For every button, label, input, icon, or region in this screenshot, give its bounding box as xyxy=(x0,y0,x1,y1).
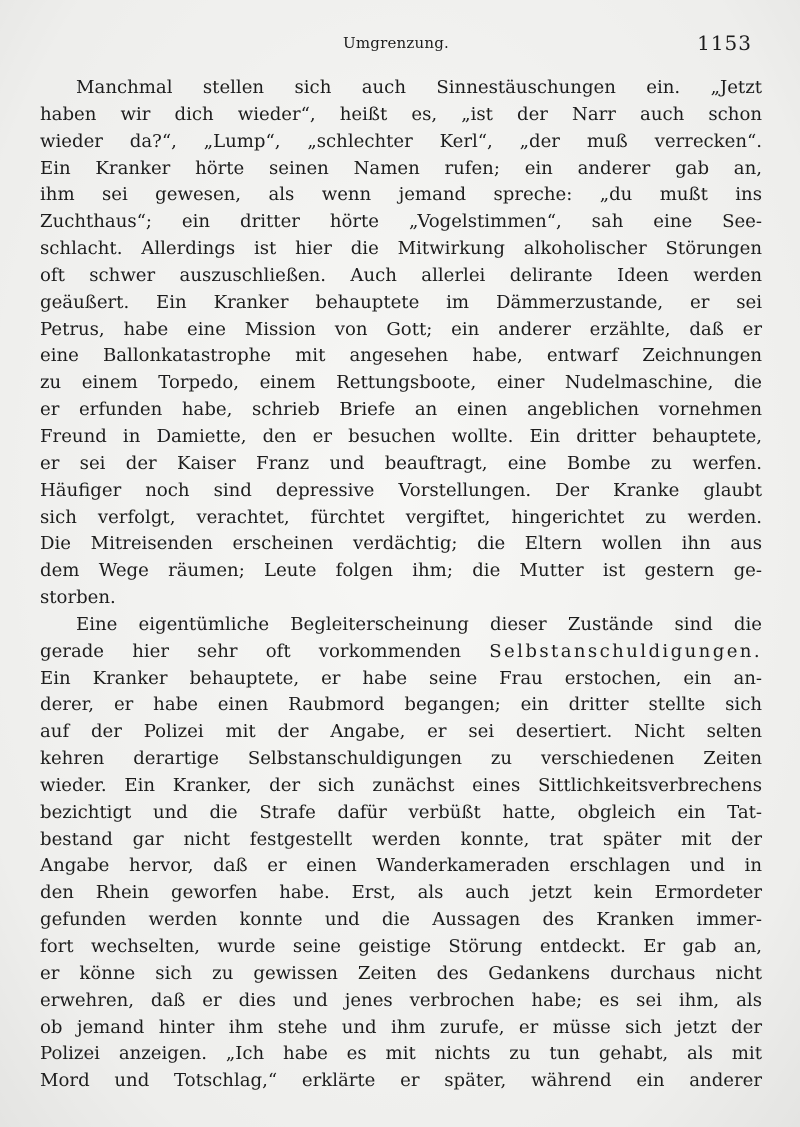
text-line: wieder da?“, „Lump“, „schlechter Kerl“, „der muß verrecken“. xyxy=(40,130,762,152)
text-line: den Rhein geworfen habe. Erst, als auch jetzt kein Ermordeter xyxy=(40,882,762,904)
text-line: storben. xyxy=(40,587,116,609)
text-line: fort wechselten, wurde seine geistige Störung entdeckt. Er gab an, xyxy=(40,936,762,957)
text-line: Manchmal stellen sich auch Sinnestäuschungen ein. „Jetzt xyxy=(76,77,762,98)
text-line: oft schwer auszuschließen. Auch allerlei delirante Ideen werden xyxy=(40,264,762,286)
text-line: derer, er habe einen Raubmord begangen; ein dritter stellte sich xyxy=(40,694,762,716)
page-header xyxy=(40,33,752,53)
text-line: Ein Kranker behauptete, er habe seine Frau erstochen, ein an- xyxy=(40,667,762,689)
text-line: zu einem Torpedo, einem Rettungsboote, einer Nudelmaschine, die xyxy=(40,372,762,394)
text-line: Petrus, habe eine Mission von Gott; ein anderer erzählte, daß er xyxy=(40,318,762,340)
text-line: Angabe hervor, daß er einen Wanderkameraden erschlagen und in xyxy=(40,855,762,877)
text-line: schlacht. Allerdings ist hier die Mitwirkung alkoholischer Störungen xyxy=(40,238,762,260)
text-line: er sei der Kaiser Franz und beauftragt, eine Bombe zu werfen. xyxy=(40,452,762,474)
text-line: ob jemand hinter ihm stehe und ihm zurufe, er müsse sich jetzt der xyxy=(40,1016,762,1038)
text-line: eine Ballonkatastrophe mit angesehen habe, entwarf Zeichnungen xyxy=(40,345,762,367)
paragraph-1 xyxy=(40,75,762,612)
text-line: Häufiger noch sind depressive Vorstellungen. Der Kranke glaubt xyxy=(40,479,762,501)
text-line: Mord und Totschlag,“ erklärte er später, während ein anderer xyxy=(40,1070,762,1092)
text-line: haben wir dich wieder“, heißt es, „ist der Narr auch schon xyxy=(40,103,762,125)
text-line: wieder. Ein Kranker, der sich zunächst eines Sittlichkeitsverbrechens xyxy=(40,774,762,796)
page-number: 1153 xyxy=(697,31,752,55)
emphasized-term: Selbstanschuldigungen. xyxy=(489,640,762,662)
text-line: er könne sich zu gewissen Zeiten des Gedankens durchaus nicht xyxy=(40,962,762,984)
text-line: bestand gar nicht festgestellt werden konnte, trat später mit der xyxy=(40,828,762,850)
text-line: Die Mitreisenden erscheinen verdächtig; die Eltern wollen ihn aus xyxy=(40,533,762,555)
body-text xyxy=(40,75,762,1095)
text-line: kehren derartige Selbstanschuldigungen zu verschiedenen Zeiten xyxy=(40,748,762,770)
text-line: dem Wege räumen; Leute folgen ihm; die Mutter ist gestern ge- xyxy=(40,560,762,582)
text-line: Zuchthaus“; ein dritter hörte „Vogelstimmen“, sah eine See- xyxy=(40,211,762,233)
text-segment: gerade hier sehr oft vorkommenden xyxy=(40,640,462,662)
text-line: Ein Kranker hörte seinen Namen rufen; ein anderer gab an, xyxy=(40,157,762,179)
text-line: erwehren, daß er dies und jenes verbrochen habe; es sei ihm, als xyxy=(40,989,762,1011)
text-line: Polizei anzeigen. „Ich habe es mit nichts zu tun gehabt, als mit xyxy=(40,1043,762,1065)
running-title: Umgrenzung. xyxy=(343,34,449,52)
text-line-with-emphasis xyxy=(40,639,762,666)
text-line: ihm sei gewesen, als wenn jemand spreche: „du mußt ins xyxy=(40,184,762,206)
paragraph-2 xyxy=(40,612,762,1095)
text-line: auf der Polizei mit der Angabe, er sei desertiert. Nicht selten xyxy=(40,721,762,743)
text-line: Eine eigentümliche Begleiterscheinung dieser Zustände sind die xyxy=(76,613,762,635)
text-line: gefunden werden konnte und die Aussagen des Kranken immer- xyxy=(40,909,762,931)
text-line: bezichtigt und die Strafe dafür verbüßt hatte, obgleich ein Tat- xyxy=(40,801,762,823)
text-line: sich verfolgt, verachtet, fürchtet vergiftet, hingerichtet zu werden. xyxy=(40,506,762,528)
text-line: geäußert. Ein Kranker behauptete im Dämmerzustande, er sei xyxy=(40,291,762,313)
text-line: er erfunden habe, schrieb Briefe an einen angeblichen vornehmen xyxy=(40,399,762,421)
text-line: Freund in Damiette, den er besuchen wollte. Ein dritter behauptete, xyxy=(40,425,762,447)
